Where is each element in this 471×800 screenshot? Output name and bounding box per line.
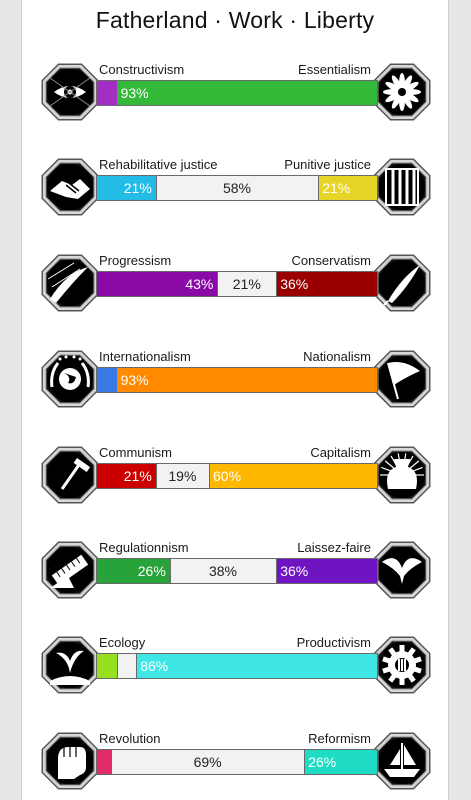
axis-right-label: Capitalism bbox=[310, 445, 371, 460]
segment-value-label: 21% bbox=[123, 180, 152, 196]
segment-value-label: 19% bbox=[168, 468, 197, 484]
axis-right-label: Nationalism bbox=[303, 349, 371, 364]
right-segment bbox=[304, 750, 377, 774]
sprout-icon bbox=[38, 633, 102, 697]
axis-row bbox=[22, 155, 448, 225]
segment-value-label: 38% bbox=[208, 563, 237, 579]
segment-divider bbox=[209, 464, 210, 488]
segment-value-label: 60% bbox=[213, 468, 242, 484]
middle-segment bbox=[111, 750, 304, 774]
segment-value-label: 43% bbox=[185, 276, 214, 292]
axis-right-label: Reformism bbox=[308, 731, 371, 746]
segment-value-label: 36% bbox=[280, 563, 309, 579]
middle-segment bbox=[217, 272, 276, 296]
axis-bar bbox=[96, 80, 378, 106]
axis-left-label: Progressism bbox=[99, 253, 172, 268]
segment-divider bbox=[156, 176, 157, 200]
hammer-sickle-icon bbox=[38, 443, 102, 507]
segment-value-label: 21% bbox=[322, 180, 351, 196]
flower-icon bbox=[370, 60, 434, 124]
segment-divider bbox=[276, 559, 277, 583]
page-title: Fatherland · Work · Liberty bbox=[95, 7, 375, 33]
money-bag-icon bbox=[370, 443, 434, 507]
segment-divider bbox=[276, 272, 277, 296]
axis-bar bbox=[96, 367, 378, 393]
right-segment bbox=[117, 81, 377, 105]
middle-segment bbox=[156, 176, 318, 200]
axis-row bbox=[22, 251, 448, 321]
left-segment bbox=[97, 750, 111, 774]
axis-left-label: Constructivism bbox=[99, 62, 185, 77]
axis-right-label: Laissez-faire bbox=[297, 540, 371, 555]
axis-right-label: Conservatism bbox=[291, 253, 371, 268]
axis-row bbox=[22, 729, 448, 799]
gear-icon bbox=[370, 633, 434, 697]
right-segment bbox=[276, 272, 377, 296]
quill-icon bbox=[370, 251, 434, 315]
segment-value-label: 93% bbox=[120, 85, 149, 101]
left-segment bbox=[97, 654, 117, 678]
results-page bbox=[22, 0, 448, 800]
segment-value-label: 26% bbox=[308, 754, 337, 770]
globe-laurel-icon bbox=[38, 347, 102, 411]
left-segment bbox=[97, 272, 217, 296]
axis-row bbox=[22, 633, 448, 703]
segment-value-label: 21% bbox=[232, 276, 261, 292]
right-segment bbox=[117, 368, 377, 392]
right-segment bbox=[318, 176, 377, 200]
segment-value-label: 26% bbox=[137, 563, 166, 579]
axis-bar bbox=[96, 653, 378, 679]
segment-divider bbox=[111, 750, 112, 774]
axis-bar bbox=[96, 175, 378, 201]
right-segment bbox=[136, 654, 377, 678]
segment-value-label: 69% bbox=[193, 754, 222, 770]
axis-left-label: Regulationnism bbox=[99, 540, 189, 555]
axis-right-label: Essentialism bbox=[298, 62, 371, 77]
axis-bar bbox=[96, 749, 378, 775]
axis-row bbox=[22, 60, 448, 130]
left-segment bbox=[97, 176, 156, 200]
axis-left-label: Communism bbox=[99, 445, 172, 460]
segment-value-label: 21% bbox=[123, 468, 152, 484]
left-segment bbox=[97, 368, 117, 392]
segment-value-label: 86% bbox=[140, 658, 169, 674]
segment-divider bbox=[170, 559, 171, 583]
fist-icon bbox=[38, 729, 102, 793]
axis-right-label: Productivism bbox=[296, 635, 371, 650]
axis-bar bbox=[96, 463, 378, 489]
ship-icon bbox=[370, 729, 434, 793]
ruler-icon bbox=[38, 538, 102, 602]
segment-divider bbox=[117, 654, 118, 678]
bird-icon bbox=[370, 538, 434, 602]
middle-segment bbox=[117, 654, 137, 678]
segment-divider bbox=[156, 464, 157, 488]
axis-left-label: Internationalism bbox=[99, 349, 191, 364]
handshake-icon bbox=[38, 155, 102, 219]
left-segment bbox=[97, 464, 156, 488]
segment-divider bbox=[304, 750, 305, 774]
axis-left-label: Ecology bbox=[99, 635, 146, 650]
segment-value-label: 36% bbox=[280, 276, 309, 292]
axis-row bbox=[22, 443, 448, 513]
axis-left-label: Rehabilitative justice bbox=[99, 157, 218, 172]
axis-bar bbox=[96, 271, 378, 297]
prison-bars-icon bbox=[370, 155, 434, 219]
right-segment bbox=[276, 559, 377, 583]
middle-segment bbox=[156, 464, 209, 488]
axis-row bbox=[22, 538, 448, 608]
axis-left-label: Revolution bbox=[99, 731, 161, 746]
right-segment bbox=[209, 464, 377, 488]
flag-icon bbox=[370, 347, 434, 411]
segment-value-label: 58% bbox=[222, 180, 251, 196]
eye-icon bbox=[38, 60, 102, 124]
axis-row bbox=[22, 347, 448, 417]
middle-segment bbox=[170, 559, 276, 583]
left-segment bbox=[97, 81, 117, 105]
segment-divider bbox=[217, 272, 218, 296]
left-segment bbox=[97, 559, 170, 583]
axis-bar bbox=[96, 558, 378, 584]
segment-divider bbox=[136, 654, 137, 678]
axis-right-label: Punitive justice bbox=[284, 157, 371, 172]
comet-icon bbox=[38, 251, 102, 315]
segment-divider bbox=[318, 176, 319, 200]
segment-value-label: 93% bbox=[120, 372, 149, 388]
